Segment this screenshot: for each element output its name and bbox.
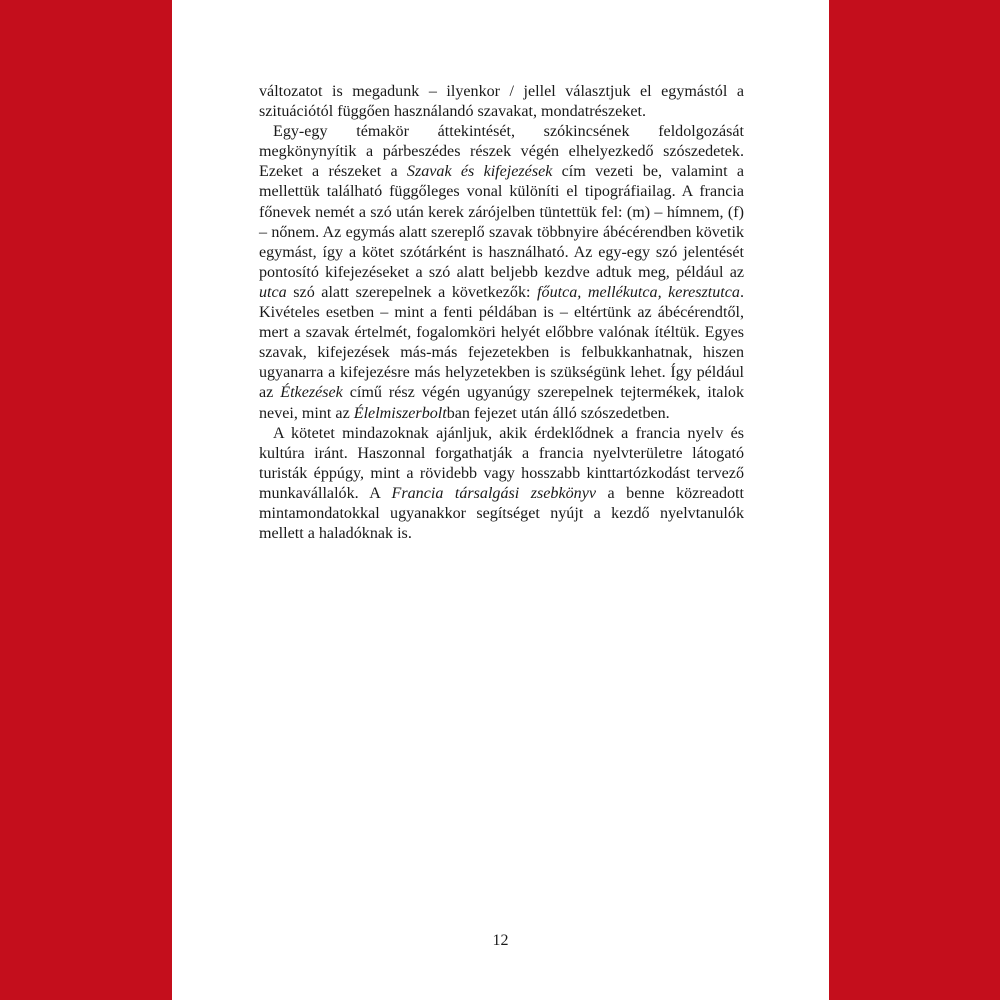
text-segment: A kötetet mindazoknak ajánljuk, akik érdeklődnek a francia nyelv és kultúra iránt. Haszonnal forgathatják a francia nyelvterületre látogató turisták éppúgy, mint a rövidebb vagy hosszabb kinttartózkodást tervező munkavállalók. A xyxy=(259,424,744,502)
paragraph-1 xyxy=(259,82,744,122)
italic-segment: Étkezések xyxy=(280,384,343,402)
text-segment: Egy-egy témakör áttekintését, szókincsének feldolgozását megkönynyítik a párbeszédes részek végén elhelyezkedő szószedetek. Ezeket a részeket a xyxy=(259,123,744,181)
text-segment: . Kivételes esetben – mint a fenti példában is – eltértünk az ábécérendtől, mert a szavak értelmét, fogalomköri helyét előbbre valónak ítéltük. Egyes szavak, kifejezések más-más fejezetekben is felbukkanhatnak, hiszen ugyanarra a kifejezésre más helyzetekben is szükségünk lehet. Így például az xyxy=(259,283,744,402)
text-segment: változatot is megadunk – ilyenkor / jellel választjuk el egymástól a szituációtól függően használandó szavakat, mondatrészeket. xyxy=(259,83,744,121)
text-segment: a benne közreadott mintamondatokkal ugyanakkor segítséget nyújt a kezdő nyelvtanulók mellett a haladóknak is. xyxy=(259,484,744,543)
text-segment: szó alatt szerepelnek a következők: xyxy=(286,283,538,301)
italic-segment: főutca, mellékutca, keresztutca xyxy=(537,283,740,301)
page-number: 12 xyxy=(492,932,509,949)
paragraph-3 xyxy=(259,424,744,545)
italic-segment: Élelmiszerbolt xyxy=(353,404,447,422)
italic-segment: Szavak és kifejezések xyxy=(406,163,553,181)
book-page xyxy=(172,0,829,1000)
text-segment: című rész végén ugyanúgy szerepelnek tejtermékek, italok nevei, mint az xyxy=(259,384,745,422)
paragraph-2 xyxy=(259,122,744,423)
italic-segment: utca xyxy=(259,283,287,301)
italic-segment: Francia társalgási zsebkönyv xyxy=(391,484,596,502)
text-segment: cím vezeti be, valamint a mellettük található függőleges vonal különíti el tipográfiailag. A francia főnevek nemét a szó után kerek zárójelben tüntettük fel: (m) – hímnem, (f) – nőnem. Az egymás alatt szereplő szavak többnyire ábécérendben követik egymást, így a kötet szótárként is használható. Az egy-egy szó jelentését pontosító kifejezéseket a szó alatt beljebb kezdve adtuk meg, például az xyxy=(259,163,744,281)
body-text xyxy=(259,82,744,544)
text-segment: ban fejezet után álló szószedetben. xyxy=(446,404,670,422)
